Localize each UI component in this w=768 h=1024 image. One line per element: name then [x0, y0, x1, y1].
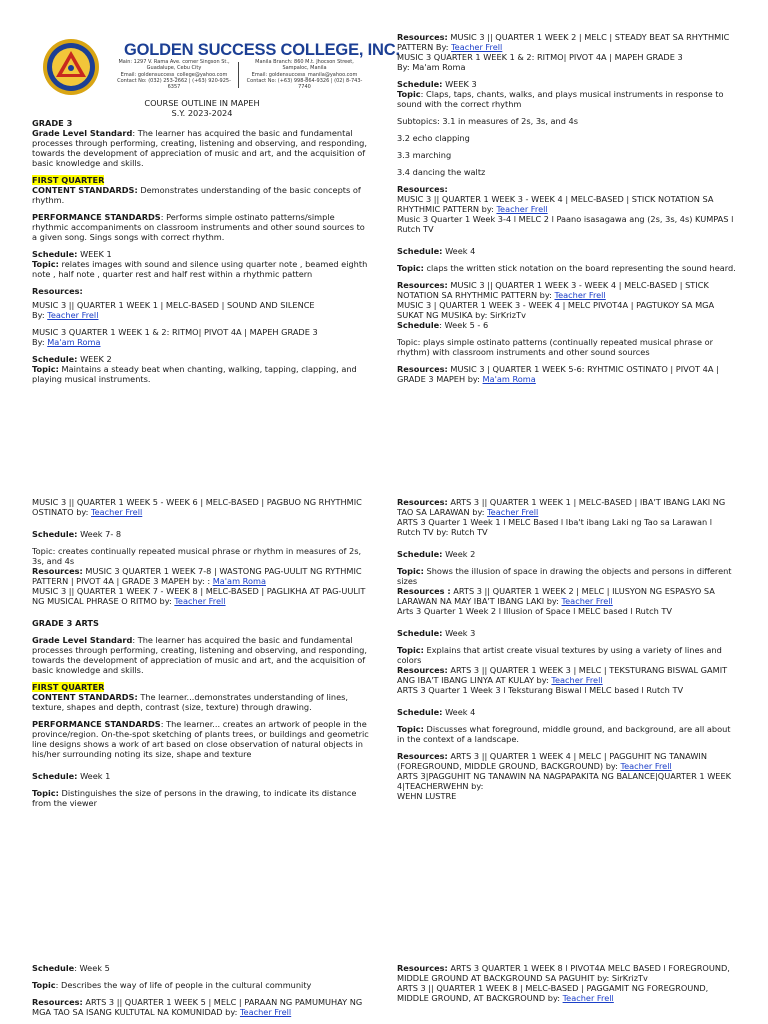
- resource-item: Resources: ARTS 3 QUARTER 1 WEEK 8 l PIVOT4A MELC BASED l FOREGROUND, MIDDLE GROUND AT BACKGROUND SA PAGUHIT by: SirKrizTv: [397, 963, 730, 983]
- topic-week-5-6: Topic: plays simple ostinato patterns (continually repeated musical phrase or rhythm) with classroom instruments and other sound sources: [397, 337, 713, 357]
- schedule-week-3: Schedule: Week 3: [397, 628, 476, 638]
- topic-week-1: Topic: Distinguishes the size of persons in the drawing, to indicate its distance from the viewer: [32, 788, 357, 808]
- performance-standards: PERFORMANCE STANDARDS: The learner... creates an artwork of people in the province/region. On-the-spot sketching of plants trees, or buildings and geometric line designs shows a work of art based on close observation of natural objects in his/her surrounding noting its size, shape and texture: [32, 719, 369, 759]
- schedule-week-1: Schedule: WEEK 1: [32, 249, 112, 259]
- first-quarter-label: FIRST QUARTER: [32, 175, 105, 185]
- resource-item: ARTS 3 || QUARTER 1 WEEK 8 | MELC-BASED | PAGGAMIT NG FOREGROUND, MIDDLE GROUND, AT BACKGROUND by: Teacher Frell: [397, 983, 709, 1003]
- resource-item: Resources: MUSIC 3 | QUARTER 1 WEEK 5-6: RYHTMIC OSTINATO | PIVOT 4A | GRADE 3 MAPEH by: Ma'am Roma: [397, 364, 719, 384]
- topic-week-3: Topic: Claps, taps, chants, walks, and plays musical instruments in response to sound with the correct rhythm: [397, 89, 724, 109]
- subtopic: 3.2 echo clapping: [397, 133, 470, 143]
- outline-title: COURSE OUTLINE IN MAPEH: [144, 98, 260, 108]
- panel-arts-weeks-1-4: [397, 497, 737, 801]
- resource-link[interactable]: Teacher Frell: [620, 761, 672, 771]
- resource-link[interactable]: Teacher Frell: [91, 507, 143, 517]
- resource-item: Resources: MUSIC 3 QUARTER 1 WEEK 7-8 | WASTONG PAG-UULIT NG RYTHMIC PATTERN | PIVOT 4A | GRADE 3 MAPEH by: : Ma'am Roma: [32, 566, 362, 586]
- resource-byline: By: Teacher Frell: [32, 310, 99, 320]
- resource-link[interactable]: Ma'am Roma: [47, 337, 101, 347]
- panel-music-weeks-5-8-arts: [32, 497, 372, 808]
- resource-item: MUSIC 3 QUARTER 1 WEEK 1 & 2: RITMO| PIVOT 4A | MAPEH GRADE 3: [397, 52, 683, 62]
- arts-heading: GRADE 3 ARTS: [32, 618, 99, 628]
- schedule-week-3: Schedule: WEEK 3: [397, 79, 477, 89]
- panel-arts-week-5: [32, 963, 372, 1017]
- grade-level-standard: Grade Level Standard: The learner has acquired the basic and fundamental processes through performing, creating, listening and observing, and responding, towards the development of appreciation of music and art, and the acquisition of basic knowledge and skills.: [32, 128, 367, 168]
- resource-byline: By: Ma'am Roma: [397, 62, 466, 72]
- resource-item: Resources : ARTS 3 || QUARTER 1 WEEK 2 | MELC | ILUSYON NG ESPASYO SA LARAWAN NA MAY IBA'T IBANG LAKI by: Teacher Frell: [397, 586, 715, 606]
- resources-heading: Resources:: [32, 286, 83, 296]
- schedule-week-2: Schedule: WEEK 2: [32, 354, 112, 364]
- resources-heading: Resources:: [397, 184, 448, 194]
- resource-link[interactable]: Teacher Frell: [239, 1007, 292, 1017]
- resource-link[interactable]: Teacher Frell: [47, 310, 99, 320]
- grade-heading: GRADE 3: [32, 118, 73, 128]
- school-year: S.Y. 2023-2024: [171, 108, 233, 118]
- resource-item: Arts 3 Quarter 1 Week 2 l Illusion of Space l MELC based l Rutch TV: [397, 606, 672, 616]
- schedule-week-5-6: Schedule: Week 5 - 6: [397, 320, 489, 330]
- panel-music-weeks-2-6: [397, 32, 737, 384]
- college-seal-logo: [37, 37, 105, 97]
- resource-item: ARTS 3 Quarter 1 Week 3 l Teksturang Biswal l MELC based l Rutch TV: [397, 685, 684, 695]
- schedule-week-2: Schedule: Week 2: [397, 549, 476, 559]
- performance-standards: PERFORMANCE STANDARDS: Performs simple ostinato patterns/simple rhythmic accompaniments on classroom instruments and other sound sources to a given song. Sings songs with correct rhythm.: [32, 212, 365, 242]
- resource-link[interactable]: Teacher Frell: [562, 993, 614, 1003]
- resource-link[interactable]: Teacher Frell: [561, 596, 613, 606]
- resource-link[interactable]: Teacher Frell: [554, 290, 606, 300]
- resource-link[interactable]: Teacher Frell: [496, 204, 548, 214]
- resource-item: MUSIC 3 || QUARTER 1 WEEK 3 - WEEK 4 | MELC-BASED | STICK NOTATION SA RHYTHMIC PATTERN by: Teacher Frell: [397, 194, 714, 214]
- topic-week-4: Topic: Discusses what foreground, middle ground, and background, are all about in the context of a landscape.: [397, 724, 731, 744]
- panel-music-weeks-1-2: [32, 98, 372, 384]
- topic-week-5: Topic: Describes the way of life of people in the cultural community: [32, 980, 312, 990]
- topic-week-2: Topic: Maintains a steady beat when chanting, walking, tapping, clapping, and playing musical instruments.: [32, 364, 357, 384]
- resource-byline: By: Ma'am Roma: [32, 337, 101, 347]
- resource-item: MUSIC 3 | QUARTER 1 WEEK 3 - WEEK 4 | MELC PIVOT4A | PAGTUKOY SA MGA SUKAT NG MUSIKA by: SirKrizTv: [397, 300, 715, 320]
- resource-link[interactable]: Teacher Frell: [451, 42, 503, 52]
- schedule-week-4: Schedule: Week 4: [397, 707, 476, 717]
- manila-branch-address: Manila Branch: 860 M.t. Jhocson Street, Sampaloc, Manila Email: goldensuccess_manila@yahoo.com Contact No: (+63) 998-864-9326 | (02) 8-743-7740: [246, 59, 363, 90]
- resource-byline: WEHN LUSTRE: [397, 791, 457, 801]
- resource-link[interactable]: Teacher Frell: [551, 675, 603, 685]
- panel-arts-week-8: [397, 963, 737, 1003]
- resource-link[interactable]: Ma'am Roma: [482, 374, 536, 384]
- resource-item: Music 3 Quarter 1 Week 3-4 l MELC 2 l Paano isasagawa ang (2s, 3s, 4s) KUMPAS l Rutch TV: [397, 214, 734, 234]
- grade-level-standard: Grade Level Standard: The learner has acquired the basic and fundamental processes through performing, creating, listening and observing, and responding, towards the development of appreciation of music and art, and the acquisition of basic knowledge and skills.: [32, 635, 367, 675]
- first-quarter-label: FIRST QUARTER: [32, 682, 105, 692]
- subtopic: 3.4 dancing the waltz: [397, 167, 486, 177]
- resource-item: MUSIC 3 || QUARTER 1 WEEK 7 - WEEK 8 | MELC-BASED | PAGLIKHA AT PAG-UULIT NG MUSICAL PHRASE O RITMO by: Teacher Frell: [32, 586, 366, 606]
- subtopic: Subtopics: 3.1 in measures of 2s, 3s, and 4s: [397, 116, 579, 126]
- content-standards: CONTENT STANDARDS: Demonstrates understanding of the basic concepts of rhythm.: [32, 185, 361, 205]
- resource-item: MUSIC 3 QUARTER 1 WEEK 1 & 2: RITMO| PIVOT 4A | MAPEH GRADE 3: [32, 327, 318, 337]
- resource-item: Resources: ARTS 3 || QUARTER 1 WEEK 5 | MELC | PARAAN NG PAMUMUHAY NG MGA TAO SA ISANG KULTUTAL NA KOMUNIDAD by: Teacher Frell: [32, 997, 363, 1017]
- resource-item: Resources: MUSIC 3 || QUARTER 1 WEEK 2 | MELC | STEADY BEAT SA RHYTHMIC PATTERN By: Teacher Frell: [397, 32, 730, 52]
- subtopic: 3.3 marching: [397, 150, 452, 160]
- content-standards: CONTENT STANDARDS: The learner...demonstrates understanding of lines, texture, shapes and depth, contrast (size, texture) through drawing.: [32, 692, 349, 712]
- topic-week-4: Topic: claps the written stick notation on the board representing the sound heard.: [397, 263, 736, 273]
- schedule-week-5: Schedule: Week 5: [32, 963, 110, 973]
- main-campus-address: Main: 1297 V. Rama Ave. corner Singson St., Guadalupe, Cebu City Email: goldensuccess_college@yahoo.com Contact No: (032) 253-2662 | (+63) 920-925-6357: [117, 59, 231, 90]
- resource-link[interactable]: Teacher Frell: [174, 596, 226, 606]
- resource-item: ARTS 3 Quarter 1 Week 1 l MELC Based l Iba't ibang Laki ng Tao sa Larawan l Rutch TV by: Rutch TV: [397, 517, 713, 537]
- resource-item: ARTS 3|PAGGUHIT NG TANAWIN NA NAGPAPAKITA NG BALANCE|QUARTER 1 WEEK 4|TEACHERWEHN by:: [397, 771, 732, 791]
- topic-week-2: Topic: Shows the illusion of space in drawing the objects and persons in different sizes: [397, 566, 732, 586]
- schedule-week-4: Schedule: Week 4: [397, 246, 476, 256]
- topic-week-7-8: Topic: creates continually repeated musical phrase or rhythm in measures of 2s, 3s, and 4s: [32, 546, 362, 566]
- resource-item: Resources: ARTS 3 || QUARTER 1 WEEK 1 | MELC-BASED | IBA'T IBANG LAKI NG TAO SA LARAWAN by: Teacher Frell: [397, 497, 726, 517]
- resource-item: MUSIC 3 || QUARTER 1 WEEK 1 | MELC-BASED | SOUND AND SILENCE: [32, 300, 315, 310]
- schedule-week-1: Schedule: Week 1: [32, 771, 111, 781]
- resource-item: Resources: MUSIC 3 || QUARTER 1 WEEK 3 - WEEK 4 | MELC-BASED | STICK NOTATION SA RHYTHMIC PATTERN by: Teacher Frell: [397, 280, 709, 300]
- resource-link[interactable]: Teacher Frell: [487, 507, 539, 517]
- topic-week-1: Topic: relates images with sound and silence using quarter note , beamed eighth note , half note , quarter rest and half rest within a rhythmic pattern: [32, 259, 368, 279]
- resource-item: Resources: ARTS 3 || QUARTER 1 WEEK 3 | MELC | TEKSTURANG BISWAL GAMIT ANG IBA'T IBANG LINYA AT KULAY by: Teacher Frell: [397, 665, 728, 685]
- schedule-week-7-8: Schedule: Week 7- 8: [32, 529, 122, 539]
- resource-item: MUSIC 3 || QUARTER 1 WEEK 5 - WEEK 6 | MELC-BASED | PAGBUO NG RHYTHMIC OSTINATO by: Teacher Frell: [32, 497, 362, 517]
- topic-week-3: Topic: Explains that artist create visual textures by using a variety of lines and colors: [397, 645, 722, 665]
- resource-item: Resources: ARTS 3 || QUARTER 1 WEEK 4 | MELC | PAGGUHIT NG TANAWIN (FOREGROUND, MIDDLE GROUND, BACKGROUND) by: Teacher Frell: [397, 751, 707, 771]
- header-divider: [238, 62, 239, 88]
- resource-link[interactable]: Ma'am Roma: [212, 576, 266, 586]
- college-name: GOLDEN SUCCESS COLLEGE, INC.: [124, 41, 400, 59]
